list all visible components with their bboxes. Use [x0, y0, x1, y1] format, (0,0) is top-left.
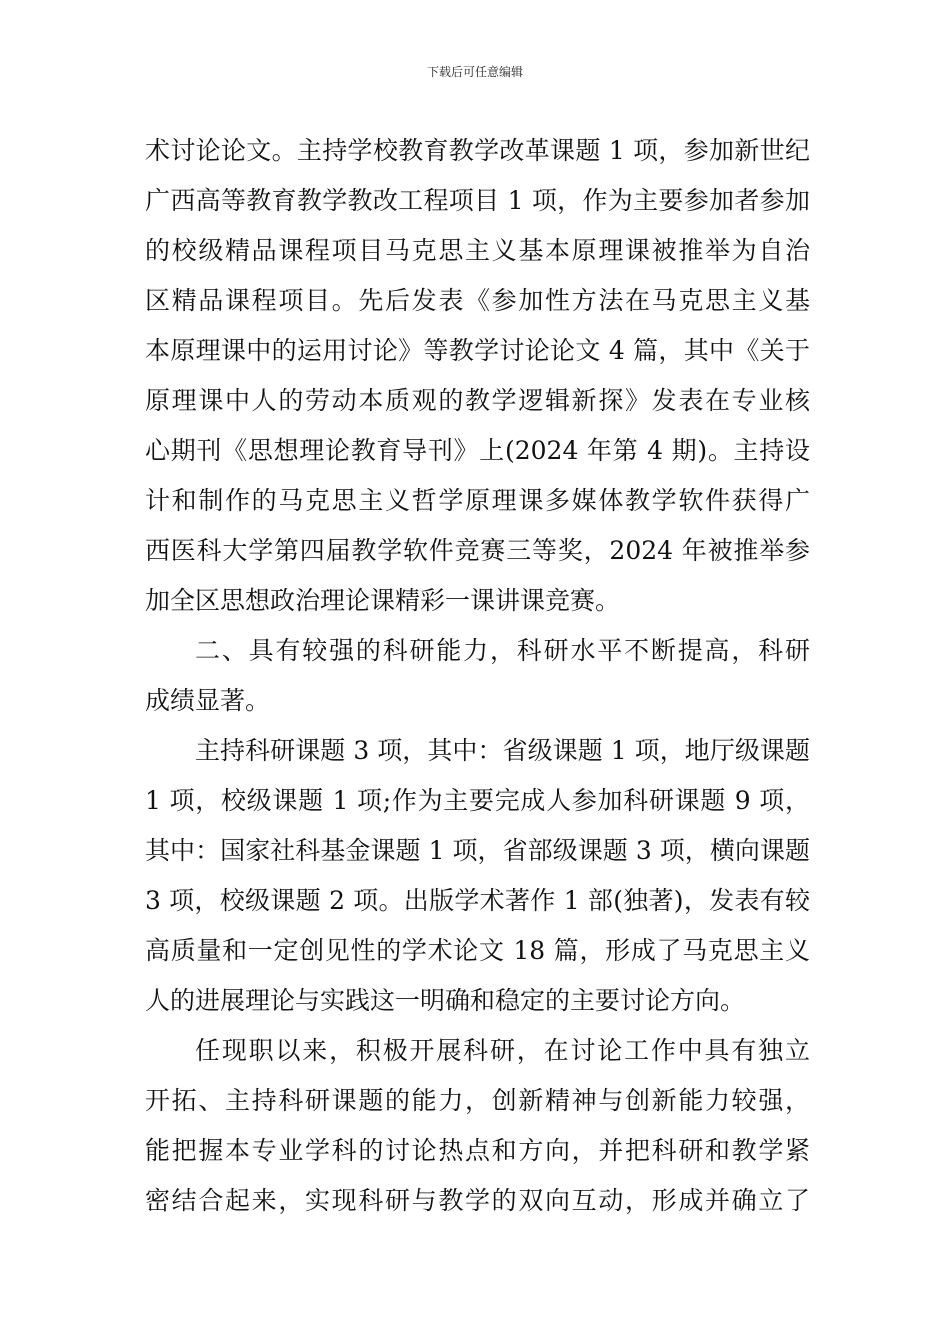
- section-heading-line-1: 二、具有较强的科研能力，科研水平不断提高，科研: [195, 636, 810, 665]
- paragraph-4-line-1: 任现职以来，积极开展科研，在讨论工作中具有独立: [195, 1036, 810, 1065]
- paragraph-1-line-6: 原理课中人的劳动本质观的教学逻辑新探》发表在专业核: [145, 386, 810, 415]
- paragraph-3-line-3: 其中：国家社科基金课题 1 项，省部级课题 3 项，横向课题: [145, 836, 810, 865]
- paragraph-3-line-6: 人的进展理论与实践这一明确和稳定的主要讨论方向。: [145, 986, 746, 1015]
- paragraph-1-line-2: 广西高等教育教学教改工程项目 1 项，作为主要参加者参加: [145, 186, 810, 215]
- section-heading-line-2: 成绩显著。: [145, 686, 271, 715]
- paragraph-4-line-4: 密结合起来，实现科研与教学的双向互动，形成并确立了: [145, 1186, 810, 1215]
- paragraph-1-line-7: 心期刊《思想理论教育导刊》上(2024 年第 4 期)。主持设: [145, 436, 810, 465]
- paragraph-4-line-3: 能把握本专业学科的讨论热点和方向，并把科研和教学紧: [145, 1136, 810, 1165]
- paragraph-1-line-10: 加全区思想政治理论课精彩一课讲课竞赛。: [145, 586, 621, 615]
- paragraph-1-line-8: 计和制作的马克思主义哲学原理课多媒体教学软件获得广: [145, 486, 810, 515]
- paragraph-1-line-1: 术讨论论文。主持学校教育教学改革课题 1 项，参加新世纪: [145, 136, 810, 165]
- paragraph-3-line-4: 3 项，校级课题 2 项。出版学术著作 1 部(独著)，发表有较: [145, 886, 810, 915]
- paragraph-3-line-1: 主持科研课题 3 项，其中：省级课题 1 项，地厅级课题: [195, 736, 810, 765]
- paragraph-1-line-4: 区精品课程项目。先后发表《参加性方法在马克思主义基: [145, 286, 810, 315]
- paragraph-1-line-5: 本原理课中的运用讨论》等教学讨论论文 4 篇，其中《关于: [145, 336, 810, 365]
- paragraph-1-line-9: 西医科大学第四届教学软件竞赛三等奖，2024 年被推举参: [145, 536, 810, 565]
- paragraph-3-line-2: 1 项，校级课题 1 项;作为主要完成人参加科研课题 9 项，: [145, 786, 810, 815]
- paragraph-4-line-2: 开拓、主持科研课题的能力，创新精神与创新能力较强，: [145, 1086, 810, 1115]
- page-header: 下载后可任意编辑: [426, 65, 523, 79]
- paragraph-1-line-3: 的校级精品课程项目马克思主义基本原理课被推举为自治: [145, 236, 810, 265]
- paragraph-3-line-5: 高质量和一定创见性的学术论文 18 篇，形成了马克思主义: [145, 936, 810, 965]
